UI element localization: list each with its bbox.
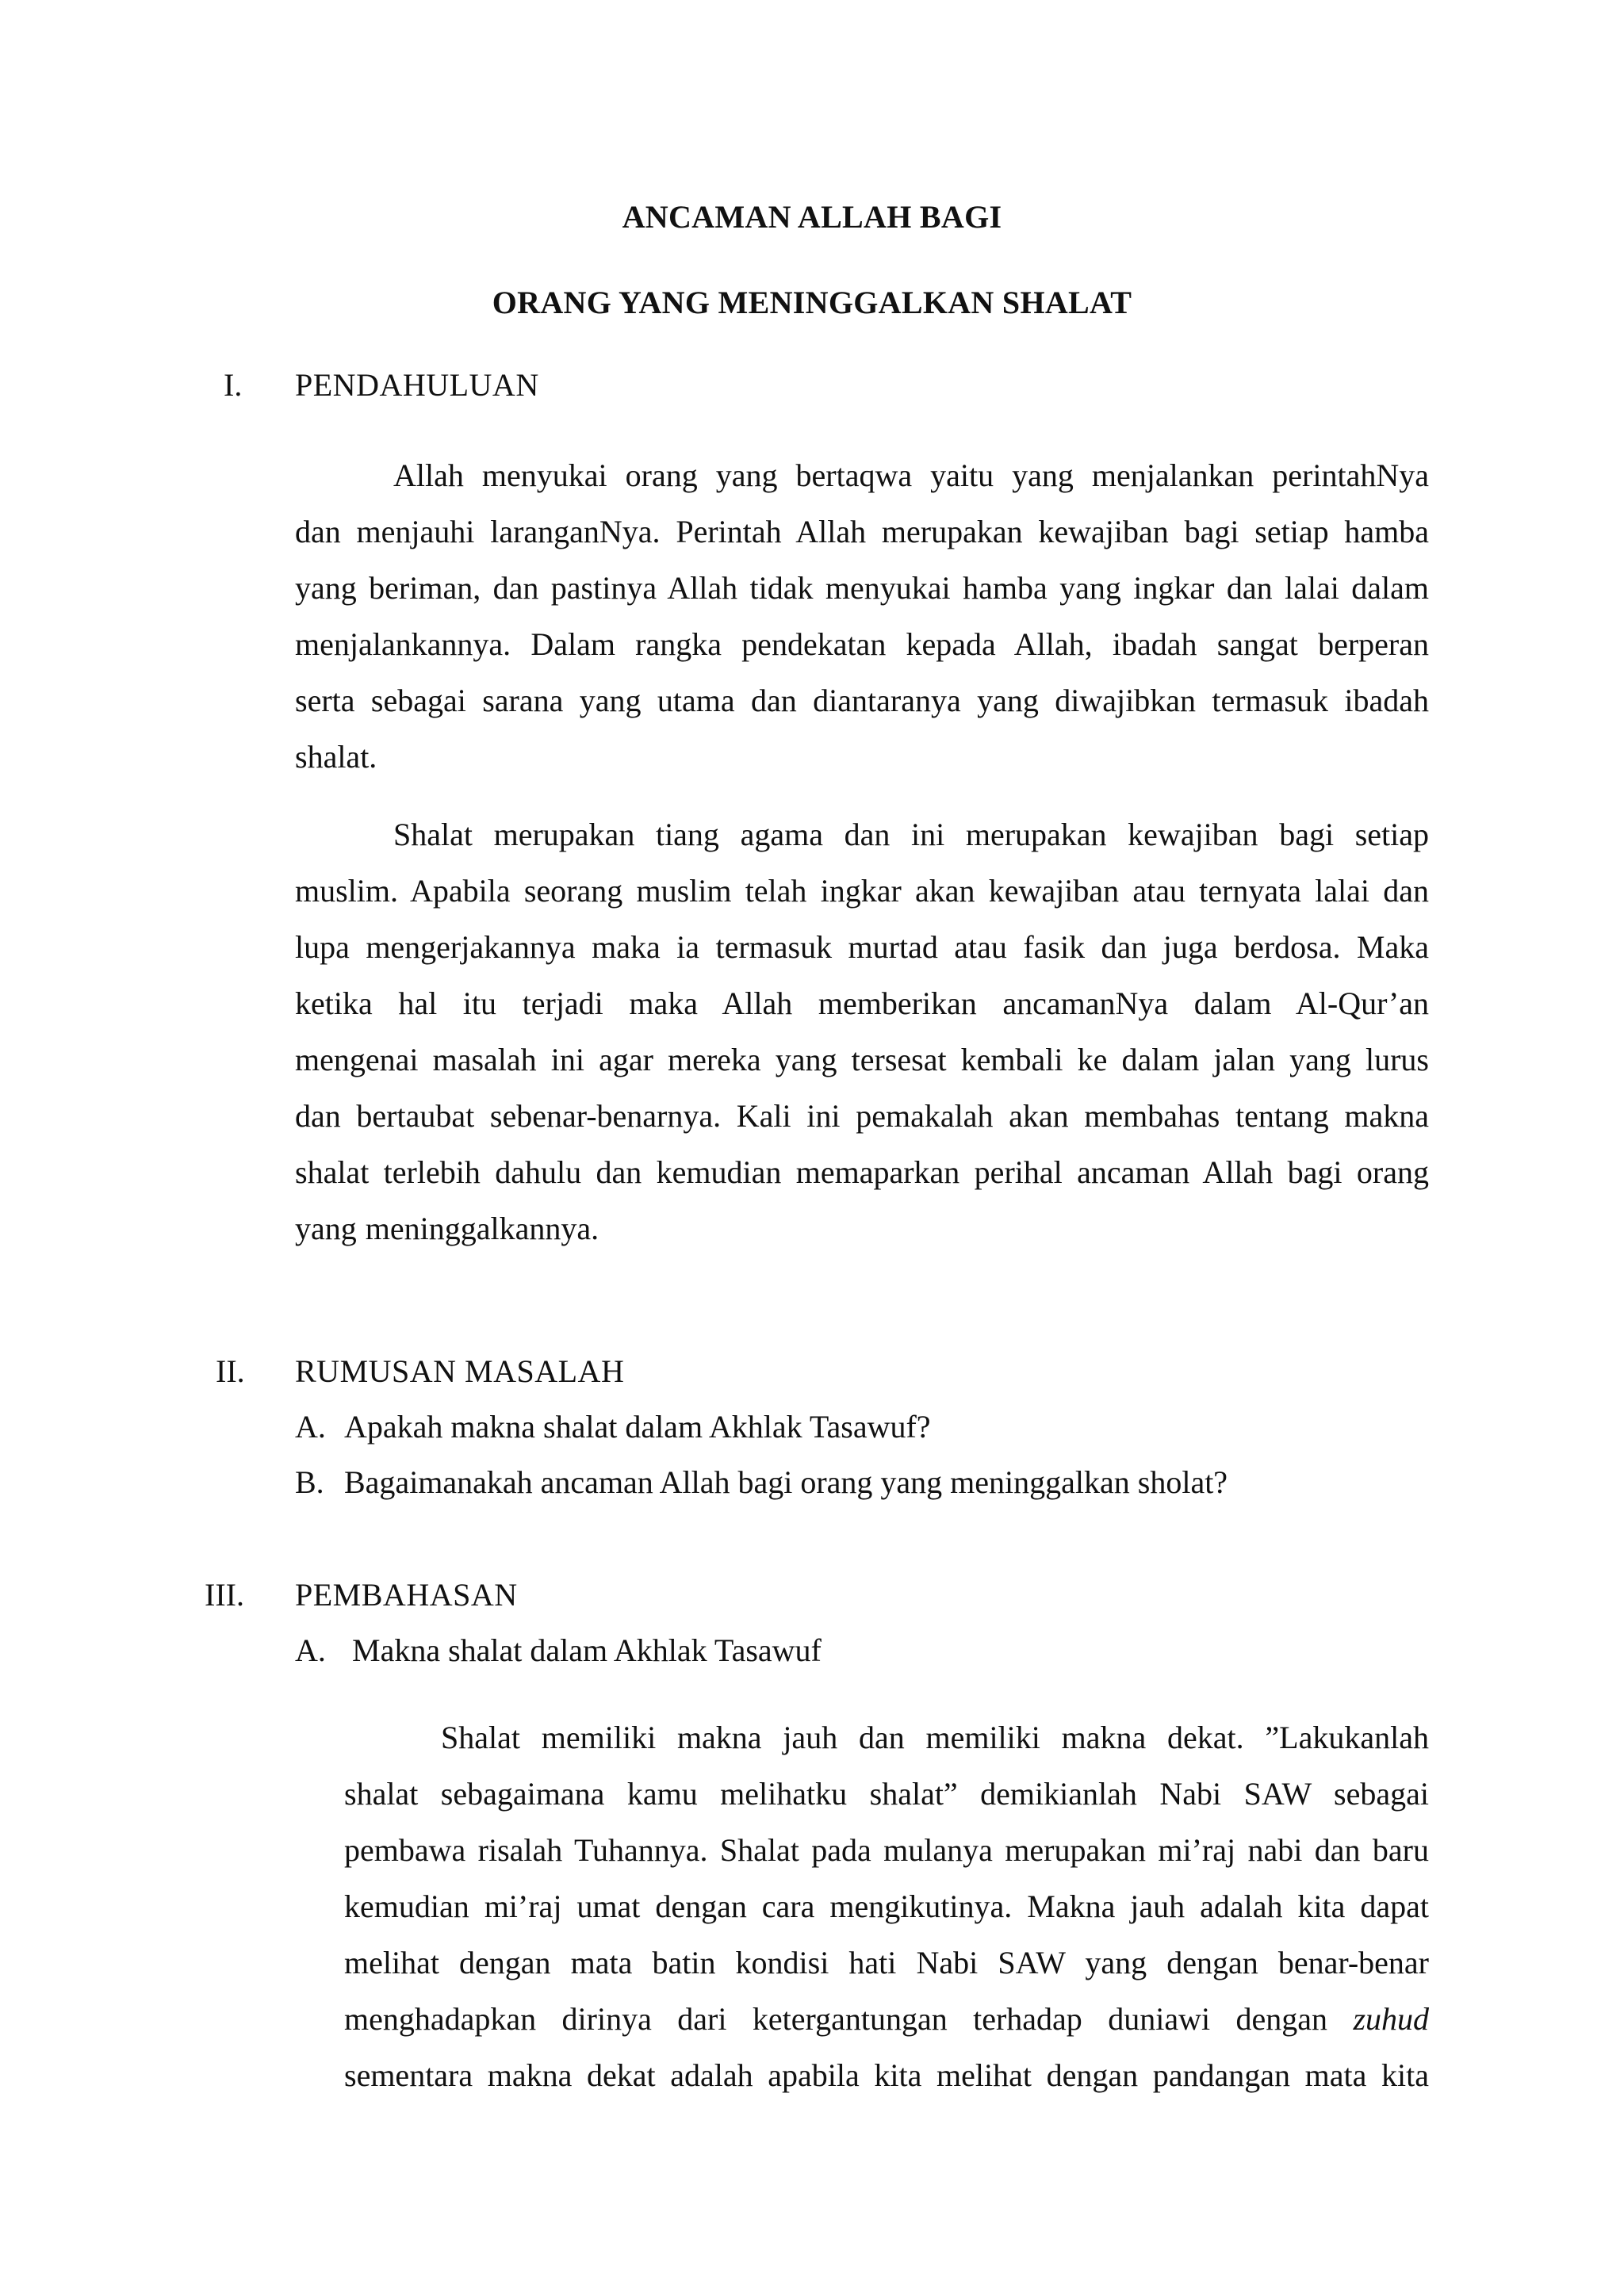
paragraph-line: menjalankannya. Dalam rangka pendekatan kepada Allah, ibadah sangat berperan <box>295 626 1429 662</box>
paragraph-line: lupa mengerjakannya maka ia termasuk murtad atau fasik dan juga berdosa. Maka <box>295 929 1429 965</box>
paragraph-line: ketika hal itu terjadi maka Allah memberikan ancamanNya dalam Al-Qur’an <box>295 985 1429 1021</box>
paragraph-line-with-italic <box>344 1991 1429 2047</box>
paragraph-line: dan menjauhi laranganNya. Perintah Allah merupakan kewajiban bagi setiap hamba <box>295 514 1429 549</box>
document-title-line-1: ANCAMAN ALLAH BAGI <box>622 199 1002 235</box>
document-title-line-2: ORANG YANG MENINGGALKAN SHALAT <box>492 285 1132 320</box>
italic-term: zuhud <box>1353 2001 1430 2037</box>
section-2-numeral: II. <box>216 1353 245 1389</box>
section-1-heading: PENDAHULUAN <box>295 367 539 403</box>
subsection-a-letter: A. <box>295 1632 326 1668</box>
paragraph-line: shalat sebagaimana kamu melihatku shalat” demikianlah Nabi SAW sebagai <box>344 1776 1429 1812</box>
problem-item-b-letter: B. <box>295 1464 324 1500</box>
section-3-heading: PEMBAHASAN <box>295 1577 518 1613</box>
section-3-numeral: III. <box>205 1577 244 1613</box>
section-3-paragraph <box>344 1709 1429 2103</box>
paragraph-line: sementara makna dekat adalah apabila kita melihat dengan pandangan mata kita <box>344 2057 1429 2093</box>
paragraph-line: shalat. <box>295 739 377 775</box>
paragraph-line: kemudian mi’raj umat dengan cara mengikutinya. Makna jauh adalah kita dapat <box>344 1888 1429 1924</box>
paragraph-line: dan bertaubat sebenar-benarnya. Kali ini pemakalah akan membahas tentang makna <box>295 1098 1429 1134</box>
subsection-a-title: Makna shalat dalam Akhlak Tasawuf <box>352 1632 822 1668</box>
paragraph-line: yang beriman, dan pastinya Allah tidak menyukai hamba yang ingkar dan lalai dalam <box>295 570 1429 606</box>
paragraph-line: Shalat memiliki makna jauh dan memiliki makna dekat. ”Lakukanlah <box>441 1720 1429 1755</box>
paragraph-line: Shalat merupakan tiang agama dan ini merupakan kewajiban bagi setiap <box>393 817 1429 852</box>
section-1-paragraph-1 <box>295 447 1429 785</box>
paragraph-line: yang meninggalkannya. <box>295 1211 599 1246</box>
paragraph-line: muslim. Apabila seorang muslim telah ingkar akan kewajiban atau ternyata lalai dan <box>295 873 1429 909</box>
paragraph-line: Allah menyukai orang yang bertaqwa yaitu yang menjalankan perintahNya <box>393 457 1429 493</box>
paragraph-line: melihat dengan mata batin kondisi hati Nabi SAW yang dengan benar-benar <box>344 1945 1429 1980</box>
paragraph-line-text: menghadapkan dirinya dari ketergantungan terhadap duniawi dengan <box>344 2001 1328 2037</box>
section-1-numeral: I. <box>224 367 243 403</box>
paragraph-line: serta sebagai sarana yang utama dan diantaranya yang diwajibkan termasuk ibadah <box>295 683 1429 718</box>
section-2-heading: RUMUSAN MASALAH <box>295 1353 625 1389</box>
problem-item-b-text: Bagaimanakah ancaman Allah bagi orang yang meninggalkan sholat? <box>344 1464 1228 1500</box>
paragraph-line: pembawa risalah Tuhannya. Shalat pada mulanya merupakan mi’raj nabi dan baru <box>344 1832 1429 1868</box>
section-1-paragraph-2 <box>295 806 1429 1257</box>
problem-item-a-letter: A. <box>295 1409 326 1445</box>
paragraph-line: shalat terlebih dahulu dan kemudian memaparkan perihal ancaman Allah bagi orang <box>295 1154 1429 1190</box>
paragraph-line: mengenai masalah ini agar mereka yang tersesat kembali ke dalam jalan yang lurus <box>295 1042 1429 1077</box>
problem-item-a-text: Apakah makna shalat dalam Akhlak Tasawuf? <box>344 1409 931 1445</box>
